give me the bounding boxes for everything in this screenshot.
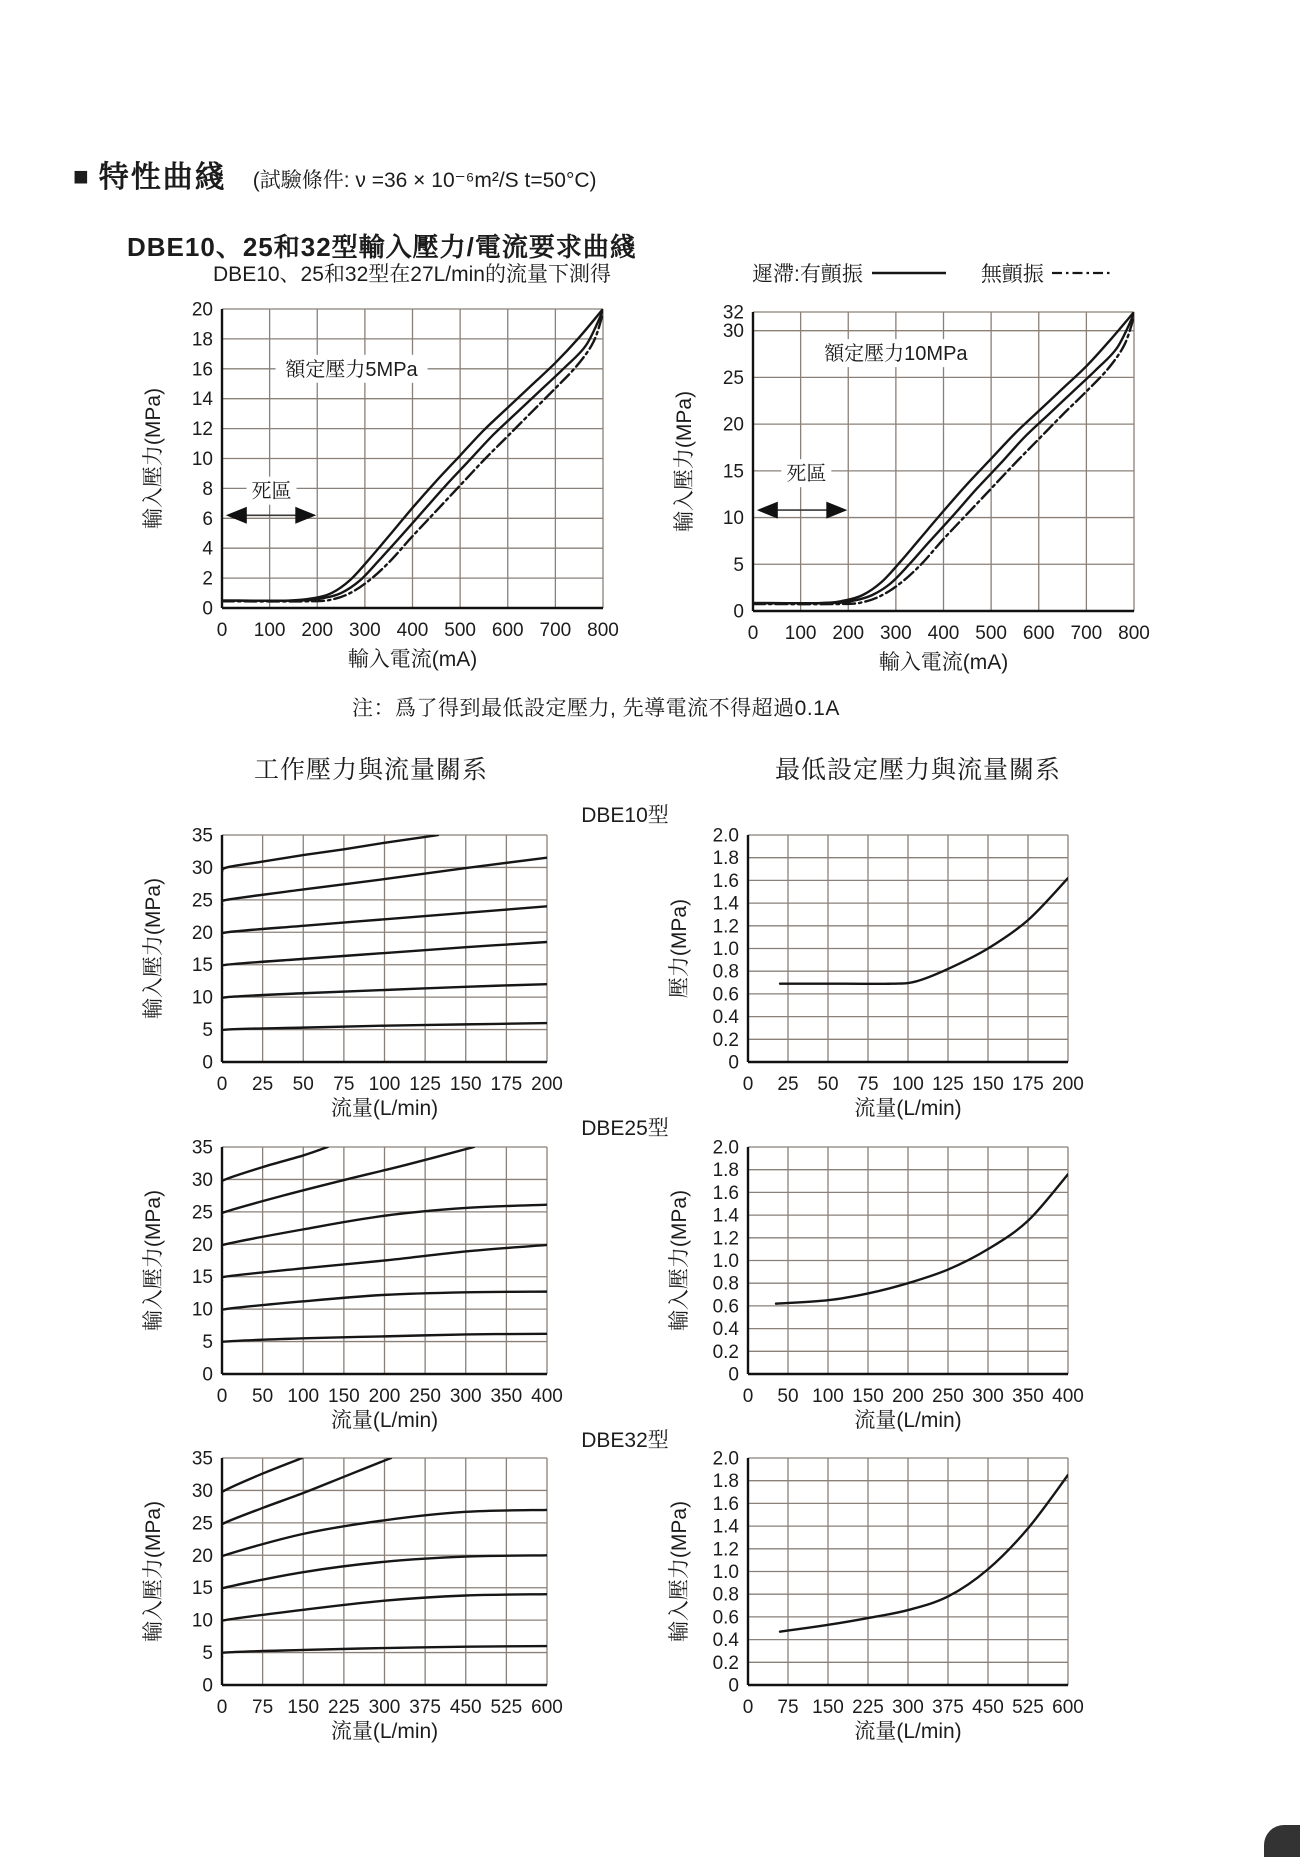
series-set_5MPa (220, 1023, 547, 1033)
annotation-text: 死區 (251, 480, 292, 503)
svg-text:1.8: 1.8 (712, 1160, 739, 1182)
svg-text:75: 75 (857, 1074, 879, 1095)
svg-text:75: 75 (252, 1697, 274, 1718)
svg-text:12: 12 (191, 419, 213, 441)
svg-text:8: 8 (202, 478, 213, 500)
series-group (776, 1174, 1068, 1303)
x-axis-title: 輸入電流(mA) (878, 651, 1009, 674)
svg-text:100: 100 (892, 1074, 924, 1095)
svg-text:1.0: 1.0 (712, 1562, 739, 1583)
svg-text:2.0: 2.0 (712, 825, 739, 847)
annotation-text: 死區 (786, 463, 827, 486)
series-set_15MPa (218, 1245, 547, 1281)
svg-text:175: 175 (490, 1074, 523, 1095)
svg-text:25: 25 (191, 1202, 213, 1224)
y-axis-title: 輸入壓力(MPa) (142, 387, 165, 530)
svg-text:2.0: 2.0 (712, 1448, 739, 1470)
y-axis-title: 輸入壓力(MPa) (668, 1500, 691, 1643)
svg-text:50: 50 (252, 1386, 274, 1407)
y-axis-title: 輸入壓力(MPa) (673, 390, 696, 533)
svg-text:10: 10 (191, 449, 213, 470)
svg-text:200: 200 (892, 1386, 924, 1407)
svg-text:300: 300 (368, 1697, 401, 1718)
svg-text:35: 35 (191, 1137, 213, 1159)
dashdot-line-icon (1050, 266, 1114, 280)
svg-text:20: 20 (191, 1545, 213, 1567)
svg-text:20: 20 (722, 414, 744, 436)
series-set_25MPa (220, 1147, 474, 1216)
chart-input-pressure-current-5mpa (136, 297, 648, 680)
series-group (780, 1475, 1068, 1632)
svg-text:0: 0 (747, 623, 759, 644)
svg-text:175: 175 (1012, 1074, 1044, 1095)
x-axis-title: 流量(L/min) (854, 1720, 962, 1743)
svg-text:0.2: 0.2 (712, 1652, 739, 1674)
scan-corner-artifact (1264, 1825, 1300, 1857)
svg-text:32: 32 (722, 302, 744, 324)
test-conditions: (試驗條件: ν =36 × 10⁻⁶m²/S t=50°C) (252, 169, 597, 192)
svg-text:0: 0 (728, 1364, 739, 1386)
series-set_30MPa (221, 1458, 302, 1495)
svg-text:0: 0 (733, 601, 744, 623)
svg-text:225: 225 (328, 1697, 360, 1718)
svg-text:200: 200 (832, 623, 865, 644)
annotations (226, 355, 428, 524)
svg-text:1.2: 1.2 (712, 1539, 739, 1561)
svg-text:300: 300 (349, 620, 381, 641)
svg-text:0.6: 0.6 (712, 1296, 739, 1318)
series-set_5MPa (218, 1646, 547, 1656)
x-axis-title: 流量(L/min) (330, 1097, 439, 1120)
svg-text:525: 525 (490, 1697, 523, 1718)
svg-text:200: 200 (531, 1074, 563, 1095)
svg-text:5: 5 (202, 1643, 213, 1665)
svg-text:375: 375 (409, 1697, 441, 1718)
svg-text:1.6: 1.6 (712, 870, 739, 892)
x-axis-title: 流量(L/min) (330, 1409, 439, 1432)
svg-text:20: 20 (191, 299, 213, 321)
svg-text:400: 400 (927, 623, 960, 644)
svg-text:200: 200 (1052, 1074, 1084, 1095)
svg-text:5: 5 (202, 1020, 213, 1042)
svg-text:125: 125 (409, 1074, 441, 1095)
svg-text:1.8: 1.8 (712, 848, 739, 870)
svg-text:25: 25 (722, 367, 744, 389)
svg-text:300: 300 (449, 1386, 482, 1407)
row-label-dbe10: DBE10型 (581, 804, 669, 827)
svg-text:150: 150 (812, 1697, 844, 1718)
svg-text:300: 300 (880, 623, 912, 644)
svg-text:200: 200 (368, 1386, 401, 1407)
min-setting-pressure-section-title: 最低設定壓力與流量關系 (774, 756, 1061, 784)
chart-svg-pressure-current-rated-5mpa (136, 297, 648, 675)
series-group (220, 835, 547, 1033)
series-set_30MPa (221, 1147, 327, 1184)
svg-text:100: 100 (368, 1074, 401, 1095)
grid-lines (748, 835, 1068, 1062)
svg-text:75: 75 (333, 1074, 355, 1095)
y-axis-title: 輸入壓力(MPa) (142, 1189, 165, 1332)
svg-text:600: 600 (1022, 623, 1055, 644)
svg-text:0: 0 (216, 1386, 228, 1407)
svg-text:350: 350 (490, 1386, 523, 1407)
svg-text:10: 10 (191, 987, 213, 1009)
svg-text:450: 450 (972, 1697, 1004, 1718)
svg-text:800: 800 (1118, 623, 1150, 644)
svg-text:525: 525 (1012, 1697, 1044, 1718)
series-set_15MPa (218, 1555, 547, 1591)
svg-text:0: 0 (216, 1074, 228, 1095)
chart-svg-pressure-current-rated-10mpa (667, 300, 1179, 678)
svg-text:300: 300 (892, 1697, 924, 1718)
y-axis-title: 輸入壓力(MPa) (668, 1189, 691, 1332)
series-min_setting_pressure (776, 1174, 1068, 1303)
annotation-text: 額定壓力5MPa (285, 358, 418, 381)
svg-text:225: 225 (852, 1697, 884, 1718)
svg-text:0.8: 0.8 (712, 961, 739, 983)
svg-text:100: 100 (287, 1386, 320, 1407)
svg-text:15: 15 (191, 955, 213, 977)
svg-text:500: 500 (975, 623, 1007, 644)
svg-text:150: 150 (852, 1386, 884, 1407)
svg-text:150: 150 (328, 1386, 360, 1407)
row-label-dbe25: DBE25型 (581, 1117, 669, 1140)
svg-text:0.4: 0.4 (712, 1007, 739, 1029)
svg-text:0: 0 (202, 1364, 213, 1386)
measured-at-flow-title: DBE10、25和32型在27L/min的流量下測得 (213, 263, 611, 286)
svg-text:0: 0 (728, 1675, 739, 1697)
svg-text:1.4: 1.4 (712, 1516, 739, 1538)
svg-text:35: 35 (191, 825, 213, 847)
legend-without-dither-label: 無顫振 (980, 263, 1044, 286)
series-min_setting_pressure (780, 1475, 1068, 1632)
chart-input-pressure-current-10mpa (667, 300, 1179, 683)
svg-text:15: 15 (722, 461, 744, 483)
svg-text:700: 700 (539, 620, 572, 641)
series-group (218, 1147, 547, 1345)
svg-text:25: 25 (191, 1513, 213, 1535)
svg-text:10: 10 (191, 1299, 213, 1321)
chart-svg-dbe25-min-setting-pressure-flow (662, 1135, 1128, 1437)
svg-text:35: 35 (191, 1448, 213, 1470)
svg-text:1.4: 1.4 (712, 1205, 739, 1227)
svg-text:500: 500 (444, 620, 476, 641)
svg-text:0.4: 0.4 (712, 1630, 739, 1652)
section-bullet-icon: ■ (73, 161, 89, 191)
svg-text:0.8: 0.8 (712, 1584, 739, 1606)
svg-text:800: 800 (587, 620, 619, 641)
svg-text:0: 0 (202, 1052, 213, 1074)
svg-text:2: 2 (202, 568, 213, 590)
svg-text:350: 350 (1012, 1386, 1044, 1407)
series-set_10MPa (220, 984, 547, 1001)
svg-text:100: 100 (784, 623, 817, 644)
svg-text:10: 10 (722, 508, 744, 530)
svg-text:0.2: 0.2 (712, 1029, 739, 1051)
svg-text:0: 0 (216, 620, 228, 641)
svg-text:600: 600 (1052, 1697, 1084, 1718)
svg-text:0: 0 (202, 598, 213, 620)
svg-text:20: 20 (191, 922, 213, 944)
svg-text:6: 6 (202, 508, 213, 530)
svg-text:0: 0 (728, 1052, 739, 1074)
svg-text:25: 25 (777, 1074, 799, 1095)
svg-text:0.6: 0.6 (712, 1607, 739, 1629)
svg-text:200: 200 (301, 620, 334, 641)
chart-svg-dbe10-min-setting-pressure-flow (662, 823, 1128, 1125)
chart-svg-dbe25-working-pressure-flow (136, 1135, 602, 1437)
y-axis-title: 輸入壓力(MPa) (142, 877, 165, 1020)
chart-dbe25-min-setting-pressure (662, 1135, 1128, 1442)
svg-text:0: 0 (742, 1074, 754, 1095)
svg-text:0: 0 (742, 1697, 754, 1718)
chart-dbe10-working-pressure (136, 823, 602, 1130)
series-group (780, 878, 1068, 984)
doc-header (73, 152, 597, 196)
svg-text:15: 15 (191, 1267, 213, 1289)
svg-text:1.2: 1.2 (712, 916, 739, 938)
svg-text:1.2: 1.2 (712, 1228, 739, 1250)
grid-lines (748, 1147, 1068, 1374)
svg-text:5: 5 (202, 1332, 213, 1354)
dead-zone-left-arrow-icon (226, 507, 247, 524)
svg-text:400: 400 (531, 1386, 563, 1407)
svg-text:75: 75 (777, 1697, 799, 1718)
svg-text:50: 50 (292, 1074, 314, 1095)
dead-zone-left-arrow-icon (757, 502, 778, 519)
x-axis-title: 輸入電流(mA) (347, 648, 478, 671)
svg-text:18: 18 (191, 329, 213, 351)
x-axis-title: 流量(L/min) (330, 1720, 439, 1743)
svg-text:250: 250 (932, 1386, 964, 1407)
series-min_setting_pressure (780, 878, 1068, 984)
y-axis-title: 壓力(MPa) (668, 898, 691, 999)
svg-text:0.8: 0.8 (712, 1273, 739, 1295)
svg-text:0: 0 (216, 1697, 228, 1718)
series-group (218, 1458, 547, 1656)
svg-text:1.0: 1.0 (712, 1251, 739, 1272)
svg-text:150: 150 (449, 1074, 482, 1095)
row-label-dbe32: DBE32型 (581, 1429, 669, 1452)
y-axis-title: 輸入壓力(MPa) (142, 1500, 165, 1643)
svg-text:14: 14 (191, 389, 213, 411)
svg-text:50: 50 (817, 1074, 839, 1095)
svg-text:0: 0 (202, 1675, 213, 1697)
svg-text:1.6: 1.6 (712, 1493, 739, 1515)
x-axis-title: 流量(L/min) (854, 1097, 962, 1120)
svg-text:375: 375 (932, 1697, 964, 1718)
curves-subtitle: DBE10、25和32型輸入壓力/電流要求曲綫 (127, 231, 637, 262)
series-set_20MPa (218, 1510, 547, 1560)
svg-text:16: 16 (191, 359, 213, 381)
svg-text:30: 30 (722, 321, 744, 343)
svg-text:125: 125 (932, 1074, 964, 1095)
svg-text:5: 5 (733, 554, 744, 576)
svg-text:1.0: 1.0 (712, 939, 739, 960)
solid-line-icon (869, 266, 949, 280)
svg-text:25: 25 (191, 890, 213, 912)
svg-text:250: 250 (409, 1386, 441, 1407)
tick-labels (192, 1138, 563, 1408)
chart-dbe32-min-setting-pressure (662, 1446, 1128, 1753)
series-set_25MPa (221, 1458, 391, 1527)
chart-svg-dbe32-min-setting-pressure-flow (662, 1446, 1128, 1748)
note-text: 注：爲了得到最低設定壓力, 先導電流不得超過0.1A (352, 697, 840, 720)
svg-text:1.6: 1.6 (712, 1182, 739, 1204)
dead-zone-right-arrow-icon (826, 502, 847, 519)
hysteresis-legend (752, 258, 1120, 288)
series-set_5MPa (218, 1334, 547, 1346)
svg-text:100: 100 (812, 1386, 844, 1407)
svg-text:30: 30 (191, 857, 213, 879)
svg-text:400: 400 (396, 620, 429, 641)
svg-text:20: 20 (191, 1234, 213, 1256)
x-axis-title: 流量(L/min) (854, 1409, 962, 1432)
series-set_30MPa (222, 835, 438, 872)
svg-text:10: 10 (191, 1610, 213, 1632)
chart-dbe10-min-setting-pressure (662, 823, 1128, 1130)
svg-text:600: 600 (491, 620, 524, 641)
series-set_10MPa (218, 1292, 547, 1313)
svg-text:30: 30 (191, 1480, 213, 1502)
svg-text:100: 100 (253, 620, 286, 641)
svg-text:1.8: 1.8 (712, 1471, 739, 1493)
chart-svg-dbe10-working-pressure-flow (136, 823, 602, 1125)
svg-text:300: 300 (972, 1386, 1004, 1407)
chart-dbe32-working-pressure (136, 1446, 602, 1753)
svg-text:2.0: 2.0 (712, 1137, 739, 1159)
svg-text:0: 0 (742, 1386, 754, 1407)
svg-text:600: 600 (531, 1697, 563, 1718)
page-title: 特性曲綫 (98, 161, 227, 194)
dead-zone-right-arrow-icon (295, 507, 316, 524)
chart-svg-dbe32-working-pressure-flow (136, 1446, 602, 1748)
svg-text:1.4: 1.4 (712, 893, 739, 915)
grid-lines (748, 1458, 1068, 1685)
svg-text:0.4: 0.4 (712, 1319, 739, 1341)
svg-text:150: 150 (972, 1074, 1004, 1095)
series-set_25MPa (220, 858, 547, 905)
svg-text:700: 700 (1070, 623, 1103, 644)
svg-text:4: 4 (202, 538, 213, 560)
legend-with-dither-label: 遲滯:有顫振 (752, 263, 863, 286)
annotations (757, 339, 981, 518)
svg-text:30: 30 (191, 1169, 213, 1191)
svg-text:15: 15 (191, 1578, 213, 1600)
svg-text:400: 400 (1052, 1386, 1084, 1407)
annotation-text: 額定壓力10MPa (824, 343, 968, 366)
svg-text:450: 450 (449, 1697, 482, 1718)
chart-dbe25-working-pressure (136, 1135, 602, 1442)
grid-lines (222, 309, 603, 608)
svg-text:0.2: 0.2 (712, 1341, 739, 1363)
svg-text:25: 25 (252, 1074, 274, 1095)
svg-text:150: 150 (287, 1697, 320, 1718)
tick-labels (192, 826, 563, 1096)
working-pressure-section-title: 工作壓力與流量關系 (253, 756, 488, 784)
svg-text:50: 50 (777, 1386, 799, 1407)
svg-text:0.6: 0.6 (712, 984, 739, 1006)
